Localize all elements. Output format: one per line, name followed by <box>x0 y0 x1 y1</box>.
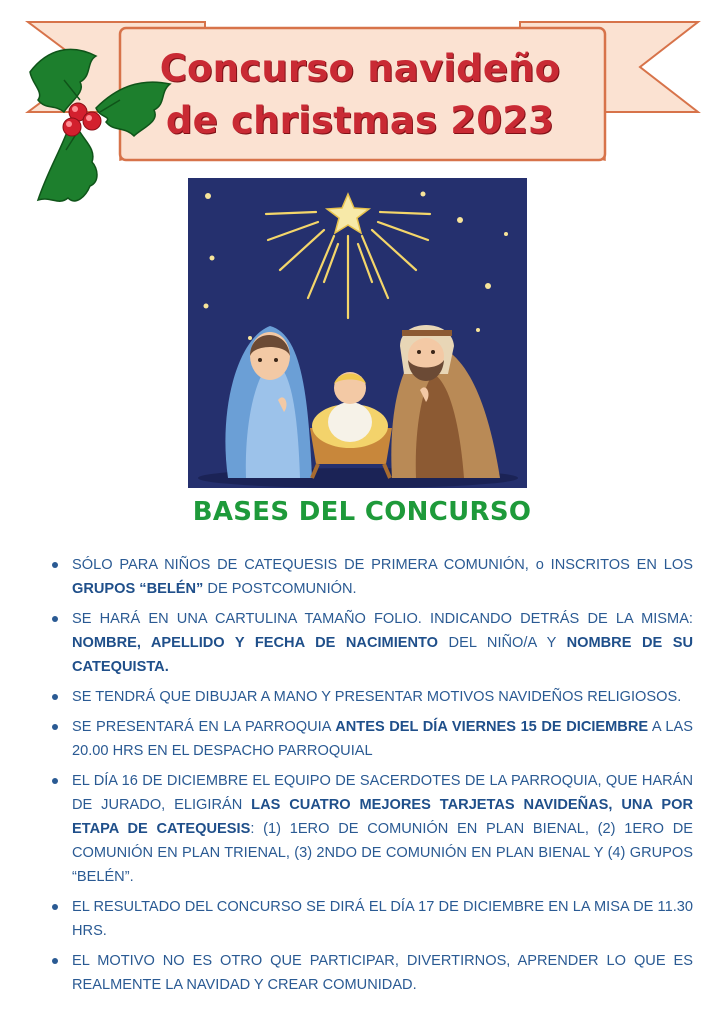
rule-item <box>48 553 693 601</box>
rule-text-bold: NOMBRE DE SU CATEQUISTA. <box>72 635 694 675</box>
nativity-scene-illustration <box>188 178 527 488</box>
rule-text: EL RESULTADO DEL CONCURSO SE DIRÁ EL DÍA 17 DE DICIEMBRE EN LA MISA DE 11.30 HRS. <box>72 899 693 939</box>
rule-text-bold: ANTES DEL DÍA VIERNES 15 DE DICIEMBRE <box>335 719 649 735</box>
rule-text: EL MOTIVO NO ES OTRO QUE PARTICIPAR, DIVERTIRNOS, APRENDER LO QUE ES REALMENTE LA NAVIDAD Y CREAR COMUNIDAD. <box>72 953 693 993</box>
rule-text: : (1) 1ERO DE COMUNIÓN EN PLAN BIENAL, (2) 1ERO DE COMUNIÓN EN PLAN TRIENAL, (3) 2NDO DE COMUNIÓN EN PLAN BIENAL Y (4) GRUPOS “BELÉN”. <box>72 821 693 885</box>
rule-text: SÓLO PARA NIÑOS DE CATEQUESIS DE PRIMERA COMUNIÓN, <box>72 557 536 573</box>
rule-item <box>48 949 693 997</box>
rule-text: A LAS 20.00 HRS EN EL DESPACHO PARROQUIAL <box>72 719 693 759</box>
rule-item <box>48 895 693 943</box>
rule-text: SE HARÁ EN UNA CARTULINA TAMAÑO FOLIO. INDICANDO DETRÁS DE LA MISMA: <box>72 611 693 627</box>
rule-text: DE POSTCOMUNIÓN. <box>203 581 357 597</box>
page-title <box>125 30 595 160</box>
rule-item <box>48 769 693 889</box>
rule-item <box>48 607 693 679</box>
rules-list <box>48 553 693 1003</box>
rule-item <box>48 715 693 763</box>
rule-item <box>48 685 693 709</box>
rule-text-bold: LAS CUATRO MEJORES TARJETAS NAVIDEÑAS, UNA POR ETAPA DE CATEQUESIS <box>72 797 693 837</box>
title-line-1: Concurso navideño <box>159 47 561 90</box>
rule-text: INSCRITOS EN LOS <box>543 557 694 573</box>
rule-text-bold: NOMBRE, APELLIDO Y FECHA DE NACIMIENTO <box>72 635 439 651</box>
rule-text-bold: GRUPOS “BELÉN” <box>72 581 204 597</box>
section-heading: BASES DEL CONCURSO <box>192 497 532 527</box>
rule-text: EL DÍA 16 DE DICIEMBRE EL EQUIPO DE SACERDOTES DE LA PARROQUIA, QUE HARÁN DE JURADO, ELIGIRÁN <box>72 773 693 813</box>
rule-text: DEL NIÑO/A Y <box>438 635 567 651</box>
rule-text: SE TENDRÁ QUE DIBUJAR A MANO Y PRESENTAR MOTIVOS NAVIDEÑOS RELIGIOSOS. <box>72 689 682 705</box>
title-line-2: de christmas 2023 <box>165 99 555 142</box>
rule-text: o <box>535 557 544 573</box>
rule-text: SE PRESENTARÁ EN LA PARROQUIA <box>72 719 336 735</box>
